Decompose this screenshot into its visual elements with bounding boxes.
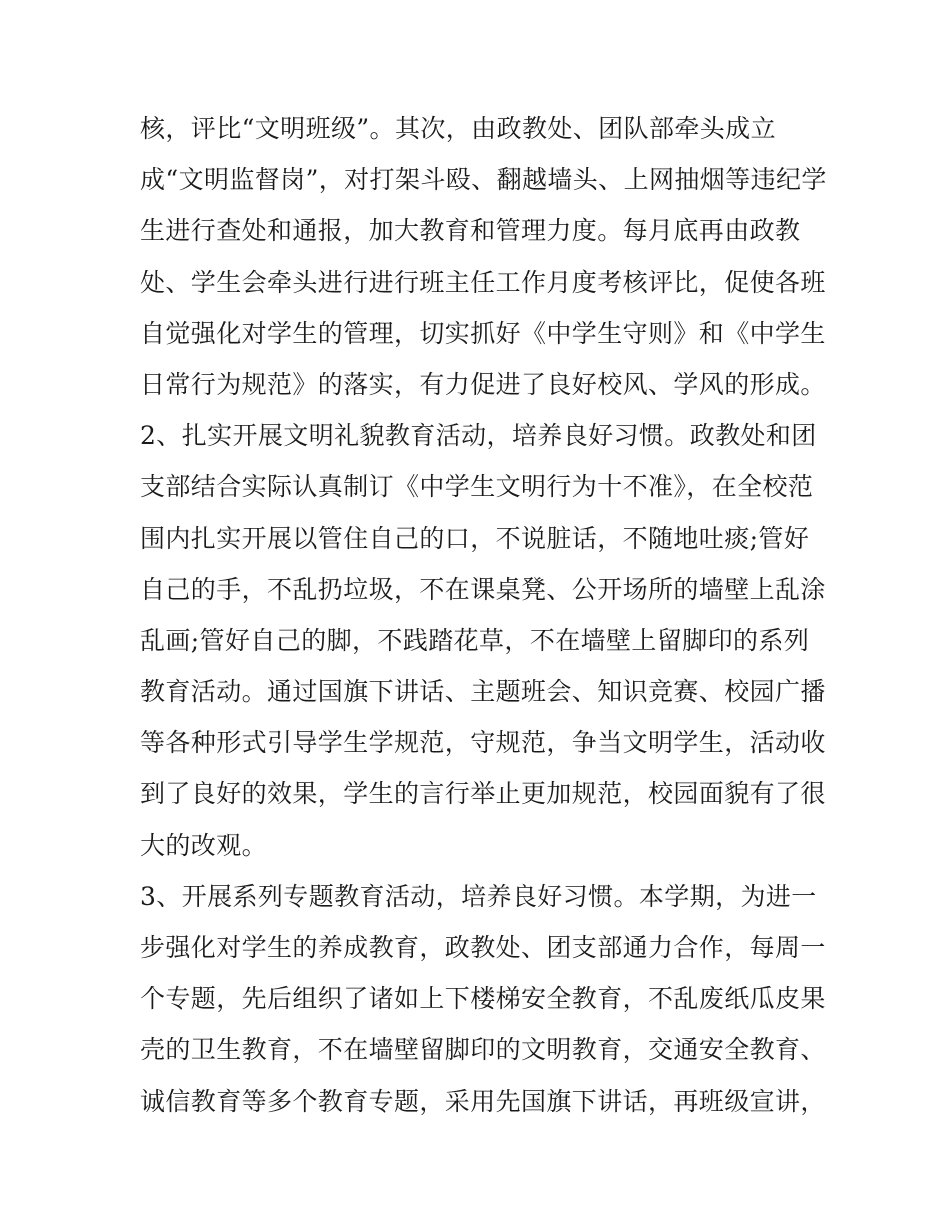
text-line: 生进行查处和通报，加大教育和管理力度。每月底再由政教 bbox=[140, 216, 801, 246]
text-line: 乱画;管好自己的脚，不践踏花草，不在墙壁上留脚印的系列 bbox=[140, 625, 810, 655]
text-line: 日常行为规范》的落实，有力促进了良好校风、学风的形成。 bbox=[140, 369, 826, 399]
text-line: 个专题，先后组织了诸如上下楼梯安全教育，不乱废纸瓜皮果 bbox=[140, 984, 826, 1014]
text-line: 成“文明监督岗”，对打架斗殴、翻越墙头、上网抽烟等违纪学 bbox=[140, 165, 827, 195]
text-line: 步强化对学生的养成教育，政教处、团支部通力合作，每周一 bbox=[140, 933, 826, 962]
document-body bbox=[140, 103, 830, 1127]
text-line: 支部结合实际认真制订《中学生文明行为十不准》，在全校范 bbox=[140, 472, 814, 502]
text-line: 自觉强化对学生的管理，切实抓好《中学生守则》和《中学生 bbox=[140, 318, 826, 348]
text-line: 核，评比“文明班级”。其次，由政教处、团队部牵头成立 bbox=[140, 114, 776, 143]
section-2-heading-line: 2、扎实开展文明礼貌教育活动，培养良好习惯。政教处和团 bbox=[140, 421, 817, 451]
text-line: 诚信教育等多个教育专题，采用先国旗下讲话，再班级宣讲， bbox=[140, 1086, 826, 1116]
text-line: 壳的卫生教育，不在墙壁留脚印的文明教育，交通安全教育、 bbox=[140, 1035, 826, 1065]
text-line: 处、学生会牵头进行进行班主任工作月度考核评比，促使各班 bbox=[140, 267, 826, 297]
text-line: 围内扎实开展以管住自己的口，不说脏话，不随地吐痰;管好 bbox=[140, 523, 810, 553]
text-line: 到了良好的效果，学生的言行举止更加规范，校园面貌有了很 bbox=[140, 779, 826, 809]
text-line: 大的改观。 bbox=[140, 830, 268, 860]
text-line: 等各种形式引导学生学规范，守规范，争当文明学生，活动收 bbox=[140, 728, 826, 758]
text-line: 教育活动。通过国旗下讲话、主题班会、知识竞赛、校园广播 bbox=[140, 677, 826, 707]
text-line: 自己的手，不乱扔垃圾，不在课桌凳、公开场所的墙壁上乱涂 bbox=[140, 574, 826, 604]
section-3-heading-line: 3、开展系列专题教育活动，培养良好习惯。本学期，为进一 bbox=[140, 881, 817, 911]
